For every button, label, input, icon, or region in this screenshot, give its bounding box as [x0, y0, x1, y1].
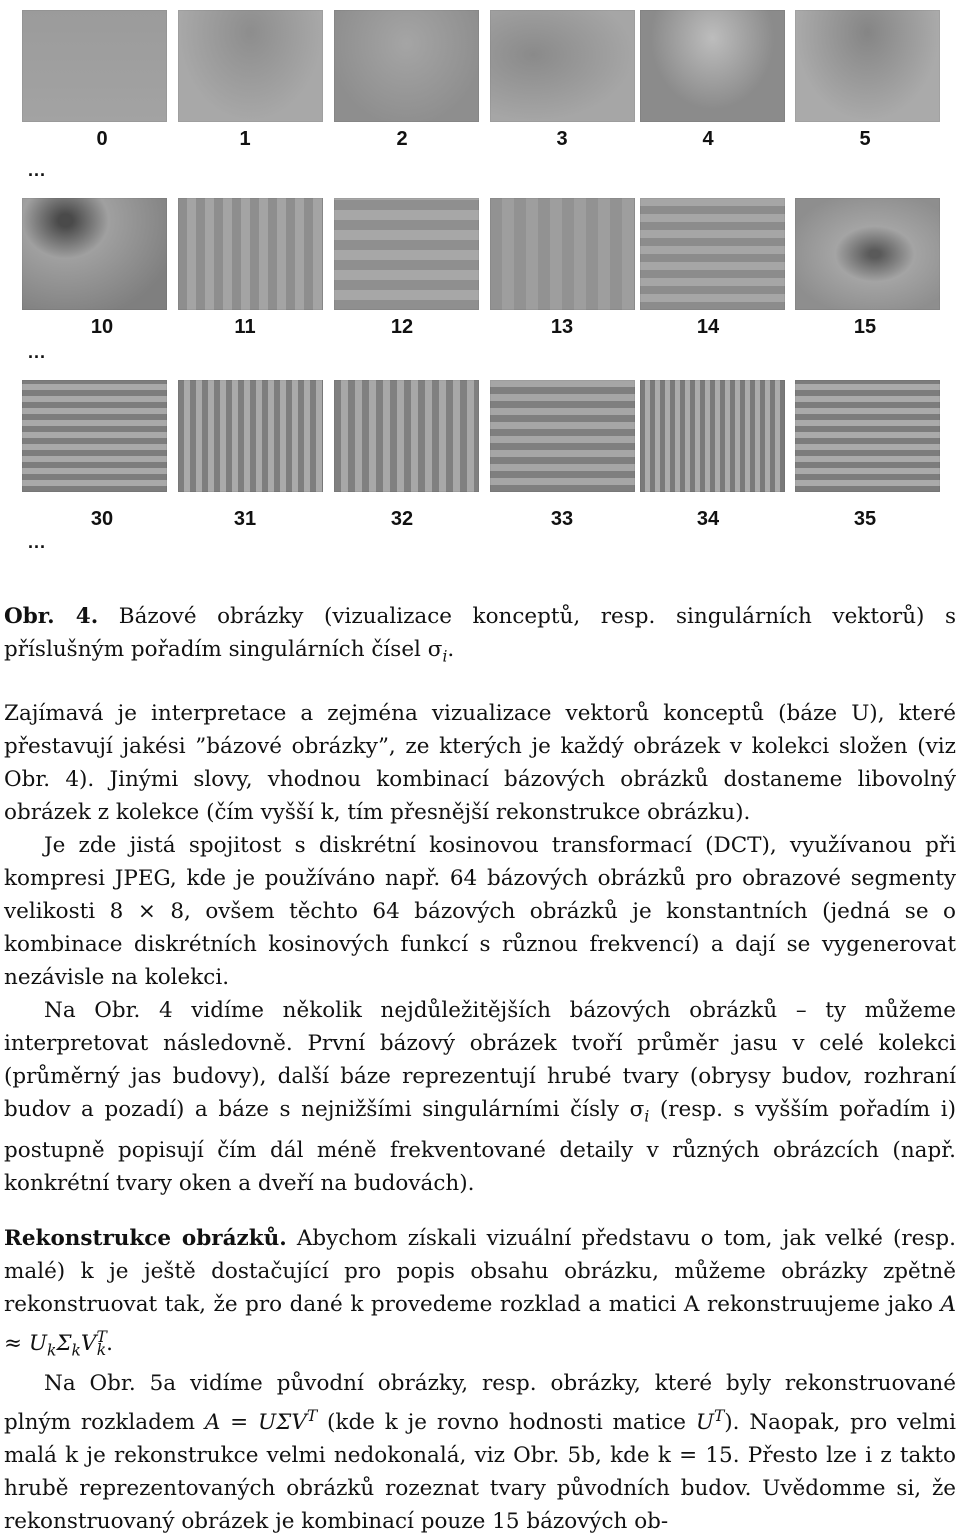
basis-label: 0: [96, 128, 108, 150]
basis-label: 13: [550, 316, 574, 338]
formula-sup: T: [713, 1407, 725, 1426]
basis-label: 3: [556, 128, 568, 150]
formula-sigma: Σ: [56, 1330, 72, 1356]
basis-label: 11: [234, 316, 256, 338]
basis-image-30: [22, 380, 167, 492]
basis-image-31: [178, 380, 323, 492]
basis-label: 15: [853, 316, 877, 338]
basis-label: 34: [696, 508, 720, 530]
basis-label: 10: [90, 316, 114, 338]
basis-label: 32: [390, 508, 414, 530]
caption-sub: i: [442, 647, 448, 666]
caption-end: .: [447, 637, 455, 662]
basis-label: 1: [239, 128, 251, 150]
basis-image-1: [178, 10, 323, 122]
basis-image-10: [22, 198, 167, 310]
basis-images-figure: [0, 0, 960, 600]
paragraph-4-a: Na Obr. 5a vidíme původní obrázky, resp. obrázky, které byly rekonstruované plným rozkladem: [4, 1371, 956, 1436]
basis-label: 5: [859, 128, 871, 150]
formula-u: U: [695, 1410, 714, 1436]
paragraph-2: Je zde jistá spojitost s diskrétní kosinovou transformací (DCT), využívanou při kompresi JPEG, kde je používáno např. 64 bázových obrázků pro obrazové segmenty velikosti 8 × 8, ovšem těchto 64 bázových obrázků je konstantních (jedná se o kombinace diskrétních kosinových funkcí s různou frekvencí) a dají se vygenerovat nezávisle na kolekci.: [4, 833, 956, 991]
paragraph-3-sub: i: [644, 1107, 650, 1126]
paragraph-3-b: (resp. s vyšším pořadím i) postupně popisují čím dál méně frekventované detaily v různých obrázcích (např. konkrétní tvary oken a dveří na budovách).: [4, 1097, 956, 1196]
caption-text: Bázové obrázky (vizualizace konceptů, resp. singulárních vektorů) s příslušným pořadím singulárních čísel σ: [4, 604, 957, 662]
ellipsis: ...: [28, 532, 47, 552]
basis-image-14: [640, 198, 785, 310]
basis-image-11: [178, 198, 323, 310]
paragraph-3: [4, 994, 956, 1199]
formula-sub: k: [46, 1341, 57, 1360]
paragraph-4-b: (kde k je rovno hodnosti matice: [317, 1410, 696, 1436]
basis-image-3: [490, 10, 635, 122]
paragraph-1: Zajímavá je interpretace a zejména vizualizace vektorů konceptů (báze U), které přestavují jakési ”bázové obrázky”, ze kterých je každý obrázek v kolekci složen (viz Obr. 4). Jinými slovy, vhodnou kombinací bázových obrázků dostaneme libovolný obrázek z kolekce (čím vyšší k, tím přesnější rekonstrukce obrázku).: [4, 701, 956, 826]
figure-caption: [4, 600, 956, 673]
paragraph-4-c: ). Naopak, pro velmi malá k je rekonstrukce velmi nedokonalá, viz Obr. 5b, kde k = 15. Přesto lze i z takto hrubě reprezentovaných obrázků rozeznat tvary původních budov. Uvědomme si, že rekonstruovaný obrázek je kombinací pouze 15 bázových ob-: [4, 1410, 957, 1535]
formula-approx: A ≈ U: [4, 1291, 956, 1356]
section-text: Abychom získali vizuální představu o tom, jak velké (resp. malé) k je ještě dostačující pro popis obsahu obrázku, můžeme obrázky zpětně rekonstruovat tak, že pro dané k provedeme rozklad a matici A rekonstruujeme jako: [4, 1225, 956, 1317]
formula-sup: T: [306, 1407, 318, 1426]
ellipsis: ...: [28, 342, 47, 362]
basis-image-35: [795, 380, 940, 492]
basis-label: 35: [853, 508, 877, 530]
formula-sub: k: [71, 1341, 81, 1360]
formula-v: V: [80, 1330, 97, 1356]
basis-label: 33: [550, 508, 574, 530]
section-reconstruction: [4, 1222, 956, 1367]
formula-sub: k: [96, 1341, 107, 1360]
formula-sup: T: [96, 1327, 107, 1346]
basis-label: 14: [696, 316, 720, 338]
basis-image-0: [22, 10, 167, 122]
section-end: .: [106, 1330, 113, 1356]
caption-label: Obr. 4.: [4, 604, 99, 629]
basis-label: 30: [90, 508, 114, 530]
basis-label: 12: [390, 316, 414, 338]
basis-label: 2: [396, 128, 408, 150]
paragraph-3-a: Na Obr. 4 vidíme několik nejdůležitějších bázových obrázků – ty můžeme interpretovat následovně. První bázový obrázek tvoří průměr jasu v celé kolekci (průměrný jas budovy), další báze reprezentují hrubé tvary (obrysy budov, rozhraní budov a pozadí) a báze s nejnižšími singulárními čísly σ: [4, 998, 956, 1123]
basis-label: 31: [233, 508, 257, 530]
basis-image-12: [334, 198, 479, 310]
basis-label: 4: [702, 128, 714, 150]
basis-image-15: [795, 198, 940, 310]
body-text: [4, 600, 956, 1538]
basis-image-32: [334, 380, 479, 492]
basis-image-5: [795, 10, 940, 122]
basis-image-33: [490, 380, 635, 492]
section-title: Rekonstrukce obrázků.: [4, 1225, 287, 1251]
formula-full: A = UΣV: [204, 1410, 307, 1436]
basis-image-34: [640, 380, 785, 492]
basis-image-4: [640, 10, 785, 122]
basis-image-2: [334, 10, 479, 122]
paragraph-4: [4, 1367, 956, 1538]
basis-image-13: [490, 198, 635, 310]
ellipsis: ...: [28, 160, 47, 180]
